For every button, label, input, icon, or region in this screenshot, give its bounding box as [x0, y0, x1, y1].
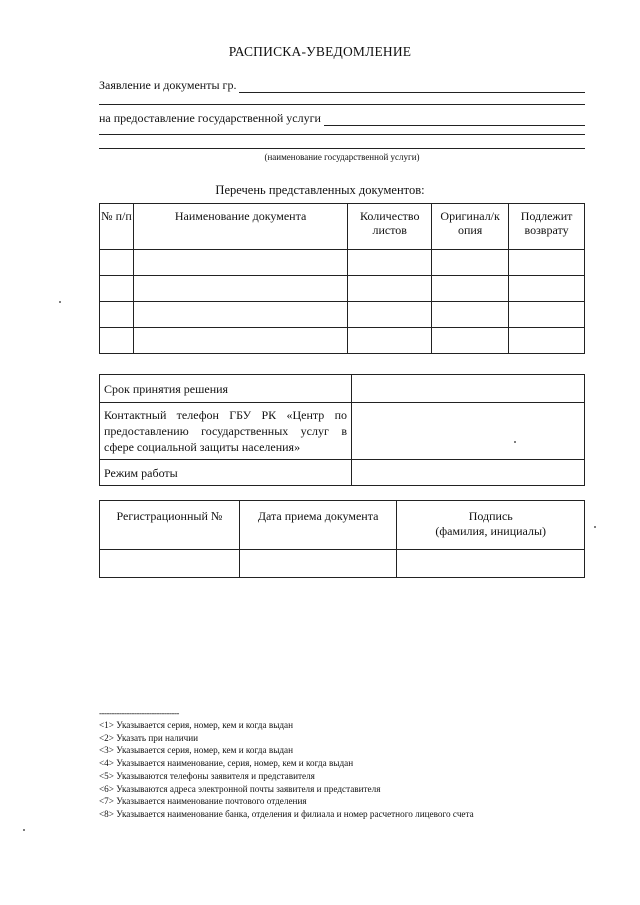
applicant-label: Заявление и документы гр. [99, 78, 237, 92]
service-name-field[interactable] [324, 113, 585, 126]
service-line [99, 111, 585, 126]
applicant-line [99, 78, 585, 93]
footnote-item: <5> Указываются телефоны заявителя и представителя [99, 770, 315, 781]
table-cell[interactable] [509, 250, 585, 276]
table-cell[interactable] [133, 302, 347, 328]
table-cell[interactable] [133, 250, 347, 276]
header-sheet-count: Количество листов [348, 204, 432, 250]
table-cell[interactable] [100, 276, 134, 302]
table-cell[interactable] [348, 276, 432, 302]
documents-list-title: Перечень представленных документов: [215, 183, 425, 197]
registration-header-row [100, 501, 585, 550]
table-row [100, 302, 585, 328]
receipt-date-cell[interactable] [239, 550, 397, 578]
contact-phone-row [100, 403, 585, 460]
footnote-item: <4> Указывается наименование, серия, номер, кем и когда выдан [99, 758, 354, 769]
work-hours-value[interactable] [352, 460, 585, 486]
table-cell[interactable] [509, 276, 585, 302]
decision-term-row [100, 375, 585, 403]
table-cell[interactable] [348, 328, 432, 354]
footnote-separator: -------------------------------- [99, 708, 179, 718]
footnote-item: <8> Указывается наименование банка, отделения и филиала и номер расчетного лицевого счета [99, 808, 474, 819]
service-continuation-line-2[interactable] [99, 148, 585, 149]
decision-term-label: Срок принятия решения [100, 375, 352, 403]
registration-table [99, 500, 585, 578]
documents-table [99, 203, 585, 354]
footnote-item: <2> Указать при наличии [99, 732, 199, 743]
service-hint: (наименование государственной услуги) [264, 152, 420, 162]
scan-speck [514, 441, 516, 443]
signature-cell[interactable] [397, 550, 585, 578]
header-signature [397, 501, 585, 550]
footnotes-list [99, 719, 474, 821]
documents-header-row [100, 204, 585, 250]
table-cell[interactable] [432, 328, 509, 354]
table-row [100, 250, 585, 276]
decision-term-value[interactable] [352, 375, 585, 403]
contact-phone-label: Контактный телефон ГБУ РК «Центр по предоставлению государственных услуг в сфере социальной защиты населения» [100, 403, 352, 460]
footnote-item: <6> Указываются адреса электронной почты заявителя и представителя [99, 783, 381, 794]
table-cell[interactable] [100, 302, 134, 328]
header-returnable: Подлежит возврату [509, 204, 585, 250]
table-cell[interactable] [348, 250, 432, 276]
header-receipt-date: Дата приема документа [239, 501, 397, 550]
header-document-name: Наименование документа [133, 204, 347, 250]
page-title: РАСПИСКА-УВЕДОМЛЕНИЕ [228, 44, 412, 59]
table-row [100, 328, 585, 354]
work-hours-row [100, 460, 585, 486]
registration-row [100, 550, 585, 578]
contact-phone-value[interactable] [352, 403, 585, 460]
table-cell[interactable] [100, 328, 134, 354]
header-number: № п/п [100, 204, 134, 250]
header-original-copy: Оригинал/к опия [432, 204, 509, 250]
table-row [100, 276, 585, 302]
signature-note: (фамилия, инициалы) [435, 524, 547, 538]
table-cell[interactable] [100, 250, 134, 276]
scan-speck [59, 301, 61, 303]
applicant-continuation-line[interactable] [99, 104, 585, 105]
table-cell[interactable] [432, 302, 509, 328]
info-table [99, 374, 585, 486]
registration-number-cell[interactable] [100, 550, 240, 578]
service-continuation-line[interactable] [99, 134, 585, 135]
footnote-item: <1> Указывается серия, номер, кем и когда выдан [99, 720, 294, 730]
table-cell[interactable] [509, 302, 585, 328]
header-registration-number: Регистрационный № [100, 501, 240, 550]
table-cell[interactable] [133, 276, 347, 302]
table-cell[interactable] [432, 250, 509, 276]
footnote-item: <7> Указывается наименование почтового отделения [99, 796, 307, 807]
table-cell[interactable] [432, 276, 509, 302]
scan-speck [594, 526, 596, 528]
scan-speck [23, 829, 25, 831]
table-cell[interactable] [348, 302, 432, 328]
work-hours-label: Режим работы [100, 460, 352, 486]
table-cell[interactable] [509, 328, 585, 354]
signature-label: Подпись [468, 509, 513, 523]
applicant-name-field[interactable] [239, 80, 585, 93]
table-cell[interactable] [133, 328, 347, 354]
footnote-item: <3> Указывается серия, номер, кем и когда выдан [99, 745, 294, 756]
service-label: на предоставление государственной услуги [99, 111, 321, 125]
